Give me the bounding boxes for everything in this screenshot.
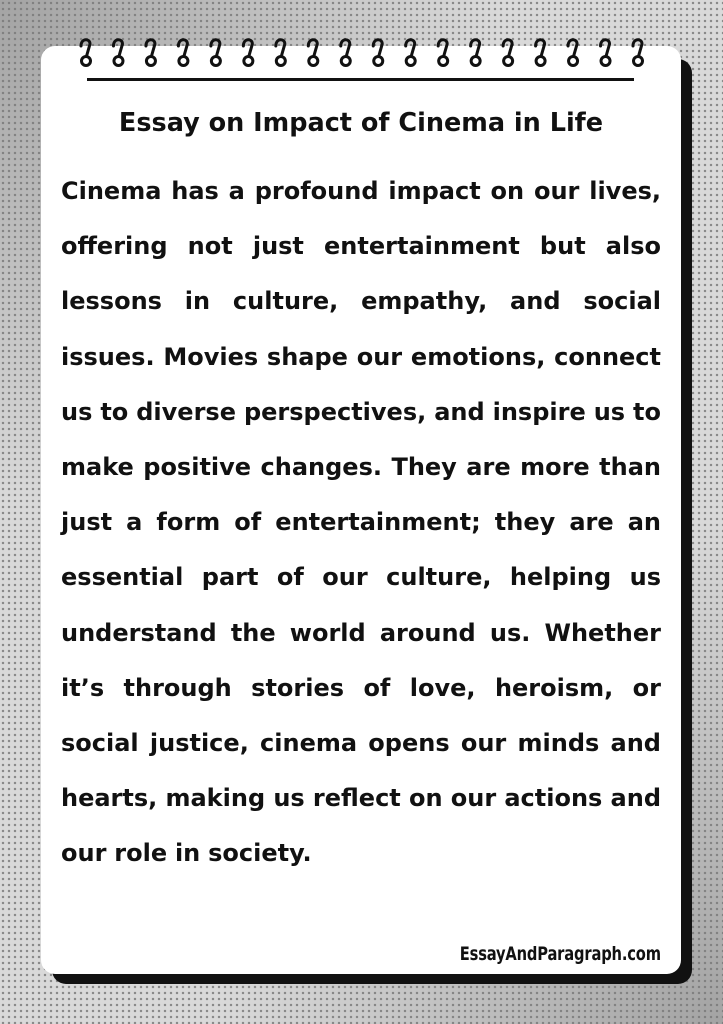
essay-body: Cinema has a profound impact on our lives, offering not just entertainment but also lessons in culture, empathy, and social issues. Movies shape our emotions, connect us to diverse perspectives, and inspire us to make positive changes. They are more than just a form of entertainment; they are an essential part of our culture, helping us understand the world around us. Whether it’s through stories of love, heroism, or social justice, cinema opens our minds and hearts, making us reflect on our actions and our role in society. (61, 177, 661, 868)
website-credit: EssayAndParagraph.com (459, 943, 661, 965)
header-divider (87, 78, 634, 81)
essay-title: Essay on Impact of Cinema in Life (118, 108, 604, 138)
